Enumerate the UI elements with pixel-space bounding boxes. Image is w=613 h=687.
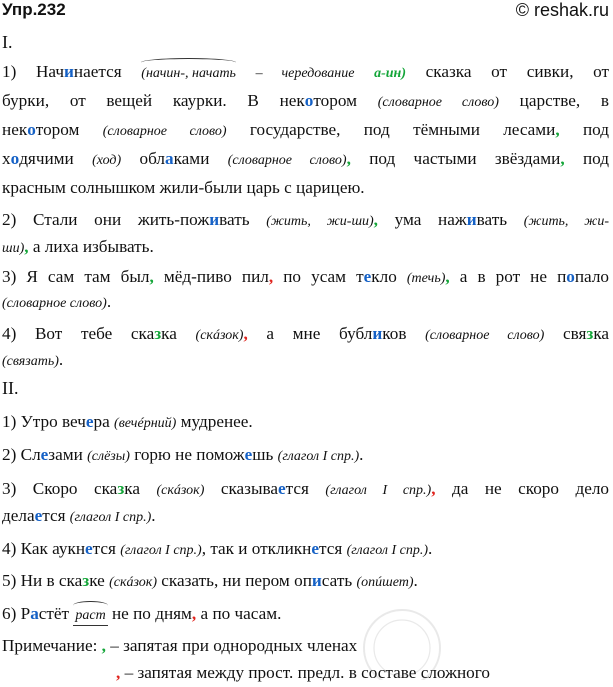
vowel-highlight: е — [363, 267, 372, 286]
page-header — [2, 0, 609, 26]
text: тся — [319, 539, 343, 558]
site-credit: © reshak.ru — [515, 0, 609, 20]
vowel-highlight: е — [311, 539, 319, 558]
text: 2) Сл — [2, 445, 41, 464]
sentence-3-line-2 — [2, 290, 609, 313]
note: (скáзок) — [195, 328, 244, 343]
alternation-note: а-ин) — [374, 66, 406, 81]
text: ка — [124, 479, 140, 498]
proverb-6 — [2, 602, 609, 625]
text: а по часам. — [196, 604, 282, 623]
note: (течь) — [406, 271, 446, 286]
note: (словарное слово) — [227, 153, 347, 168]
note: (глагол I спр.) — [120, 543, 202, 558]
text: мудренее. — [176, 412, 253, 431]
text: кло — [371, 267, 397, 286]
text: тся — [285, 479, 309, 498]
note: (словарное слово) — [102, 124, 227, 139]
text: . — [359, 445, 364, 464]
text: да не скоро дело — [435, 479, 610, 498]
text: начин-, начать — [145, 66, 236, 81]
text: . — [106, 292, 112, 311]
vowel-highlight: о — [566, 267, 575, 286]
vowel-highlight: а — [30, 604, 39, 623]
sentence-1-line-5: красным солнышком жили-были царь с царицею. — [2, 178, 365, 197]
text: ума наж — [377, 210, 467, 229]
text: не по дням — [107, 604, 192, 623]
text: государстве, под тёмными лесами — [226, 120, 556, 139]
proverb-1 — [2, 410, 609, 433]
text: а в рот не п — [449, 267, 567, 286]
consonant-highlight: з — [117, 479, 125, 498]
note-label: Примечание: — [2, 636, 98, 655]
text: сказка от сивки, от — [406, 62, 610, 81]
text: 5) Ни в ска — [2, 571, 83, 590]
text: . — [428, 539, 433, 558]
note: (глагол I спр.) — [325, 483, 432, 498]
text: бурки, от вещей каурки. В нек — [2, 91, 305, 110]
text: х — [2, 149, 11, 168]
text: ке — [89, 571, 105, 590]
sentence-1-line-2 — [2, 89, 609, 112]
comma-green: , — [445, 267, 450, 286]
note: – чередование — [255, 66, 355, 81]
vowel-highlight: а — [165, 149, 174, 168]
comma-red: , — [431, 479, 436, 498]
text: обл — [121, 149, 165, 168]
sentence-2-line-1 — [2, 208, 609, 231]
text: нек — [2, 120, 28, 139]
text: – запятая при однородных членах — [105, 636, 358, 655]
note: (глагол I спр.) — [346, 543, 429, 558]
text: раст — [75, 608, 106, 623]
comma-green: , — [560, 149, 565, 168]
text: по усам т — [273, 267, 364, 286]
text: под — [564, 149, 610, 168]
morpheme-note: ( начин-, начать — [141, 62, 236, 85]
note: (скáзок) — [156, 483, 205, 498]
sentence-4-line-2 — [2, 348, 609, 371]
text: сать — [321, 571, 353, 590]
text: сказыва — [204, 479, 279, 498]
vowel-highlight: и — [466, 210, 477, 229]
part-two-heading: II. — [2, 378, 19, 398]
text: – запятая между прост. предл. в составе сложного — [120, 663, 490, 682]
text: тся — [42, 506, 66, 525]
text: ков — [382, 324, 407, 343]
comma-red: , — [268, 267, 274, 286]
consonant-highlight: з — [586, 324, 594, 343]
text: 1) Утро веч — [2, 412, 86, 431]
text: вать — [219, 210, 250, 229]
text: . — [413, 571, 418, 590]
comma-red: , — [116, 663, 121, 682]
comma-green: , — [24, 237, 29, 256]
text: тором — [313, 91, 357, 110]
vowel-highlight: о — [27, 120, 36, 139]
text: а лиха избывать. — [28, 237, 154, 256]
note: (вечéрний) — [114, 416, 177, 431]
text: 2) Стали они жить-пож — [2, 210, 210, 229]
proverb-2 — [2, 443, 609, 466]
vowel-highlight: и — [372, 324, 383, 343]
text: ра — [93, 412, 110, 431]
comma-green: , — [101, 636, 106, 655]
text: дячими — [19, 149, 74, 168]
text: ка — [593, 324, 610, 343]
text: 1) Нач — [2, 62, 64, 81]
proverb-5 — [2, 569, 609, 592]
text: 4) Как аукн — [2, 539, 86, 558]
proverb-3-line-2 — [2, 504, 609, 527]
consonant-highlight: з — [82, 571, 90, 590]
vowel-highlight: и — [209, 210, 220, 229]
vowel-highlight: о — [304, 91, 314, 110]
text: ка — [161, 324, 177, 343]
text: дела — [2, 506, 35, 525]
text: вать — [476, 210, 508, 229]
vowel-highlight: е — [244, 445, 253, 464]
text: 3) Скоро ска — [2, 479, 118, 498]
text: а мне бубл — [247, 324, 373, 343]
vowel-highlight: е — [85, 539, 93, 558]
root-mark — [73, 604, 107, 627]
text: тором — [35, 120, 80, 139]
vowel-highlight: и — [63, 62, 74, 81]
note: (связать) — [2, 354, 59, 369]
note: (глагол I спр.) — [277, 449, 360, 464]
root-arc-icon — [141, 58, 236, 67]
vowel-highlight: о — [10, 149, 20, 168]
sentence-3-line-1 — [2, 265, 609, 288]
vowel-highlight: и — [311, 571, 322, 590]
text: под частыми звёздами — [350, 149, 561, 168]
note: (опúшет) — [356, 575, 414, 590]
vowel-highlight: е — [40, 445, 49, 464]
comma-green: , — [149, 267, 154, 286]
text: мёд-пиво пил — [153, 267, 269, 286]
text: тся — [92, 539, 116, 558]
note: (глагол I спр.) — [69, 510, 152, 525]
comma-red: , — [191, 604, 197, 623]
sentence-2-line-2 — [2, 235, 609, 258]
note-line-1 — [2, 634, 609, 657]
note: (жить, жи-ши) — [266, 214, 374, 229]
text: царстве, в — [498, 91, 610, 110]
vowel-highlight: е — [34, 506, 43, 525]
text: пало — [574, 267, 610, 286]
note: (скáзок) — [109, 575, 157, 590]
sentence-1-line-4 — [2, 147, 609, 170]
comma-green: , — [346, 149, 351, 168]
text: стёт — [38, 604, 70, 623]
note: (жить, жи- — [523, 214, 609, 229]
text: свя — [544, 324, 587, 343]
text: 3) Я сам там был — [2, 267, 150, 286]
text: . — [58, 350, 64, 369]
comma-green: , — [555, 120, 560, 139]
root-underline — [73, 625, 107, 626]
proverb-4 — [2, 537, 609, 560]
part-one-heading: I. — [2, 32, 13, 52]
proverb-3-line-1 — [2, 477, 609, 500]
text: под — [559, 120, 610, 139]
note: ши) — [2, 241, 25, 256]
text: горю не помож — [129, 445, 245, 464]
text: сказать, ни пером оп — [156, 571, 312, 590]
text: . — [151, 506, 156, 525]
text: шь — [252, 445, 274, 464]
text: зами — [48, 445, 83, 464]
vowel-highlight: е — [85, 412, 94, 431]
note: (слёзы) — [87, 449, 130, 464]
consonant-highlight: з — [154, 324, 162, 343]
comma-red: , — [243, 324, 248, 343]
comma-green: , — [373, 210, 378, 229]
vowel-highlight: е — [278, 479, 286, 498]
text: ками — [173, 149, 210, 168]
sentence-4-line-1 — [2, 322, 609, 345]
note-line-2 — [116, 661, 609, 684]
note: (словарное слово) — [377, 95, 499, 110]
text: 6) Р — [2, 604, 31, 623]
root-arc-icon — [73, 601, 107, 610]
exercise-title: Упр.232 — [2, 0, 66, 19]
note: (словарное слово) — [425, 328, 545, 343]
note: (ход) — [92, 153, 122, 168]
text: 4) Вот тебе ска — [2, 324, 155, 343]
sentence-1-line-1 — [2, 60, 609, 83]
text: , так и откликн — [201, 539, 312, 558]
note: (словарное слово) — [2, 296, 107, 311]
sentence-1-line-3 — [2, 118, 609, 141]
text: нается — [73, 62, 122, 81]
